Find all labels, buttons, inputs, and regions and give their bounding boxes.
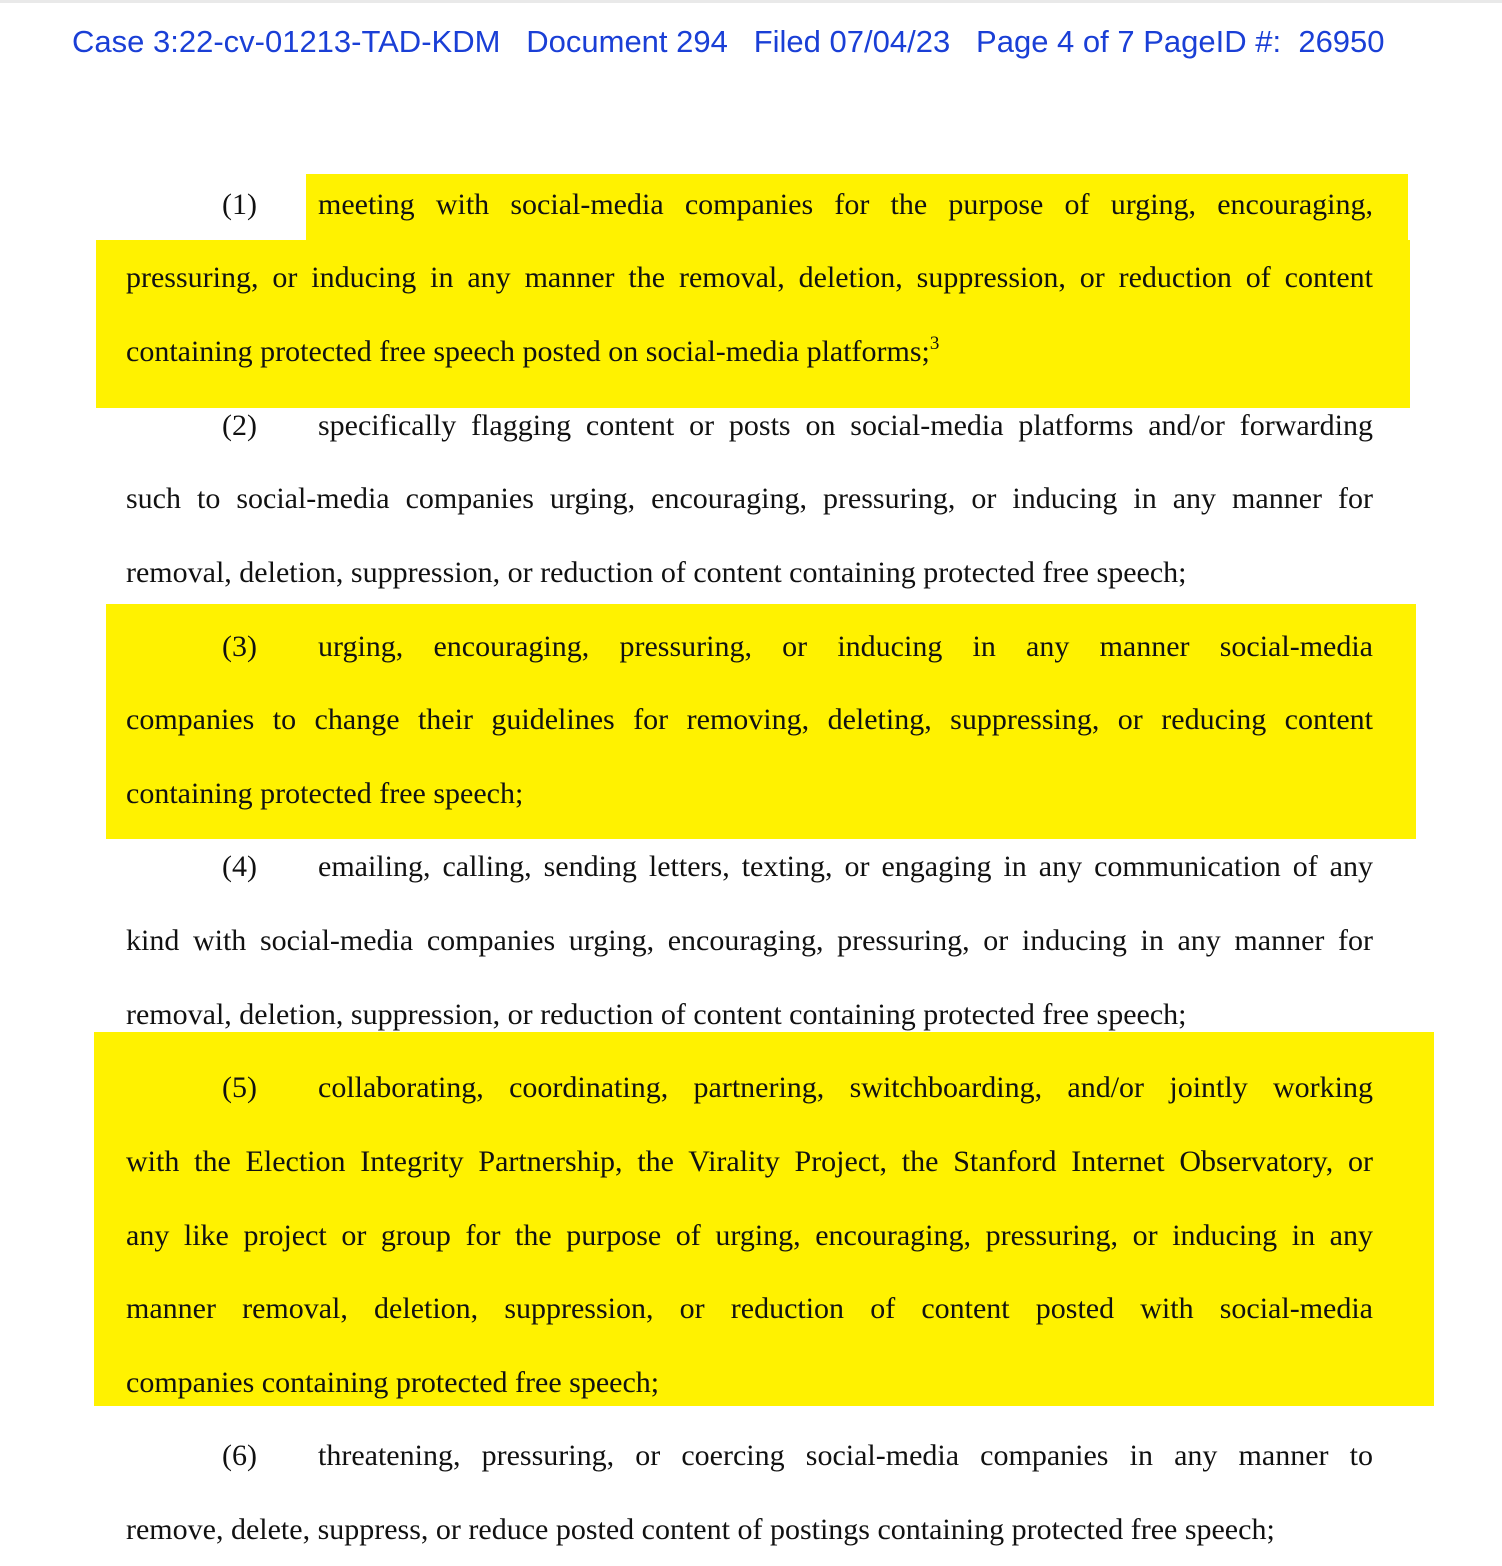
item-5-line-2: with the Election Integrity Partnership, the Virality Project, the Stanford Internet Observatory, or	[126, 1145, 1373, 1178]
page-top-border	[0, 0, 1502, 3]
case-number: Case 3:22-cv-01213-TAD-KDM	[72, 24, 501, 59]
item-5-line-3: any like project or group for the purpose of urging, encouraging, pressuring, or inducing in any	[126, 1219, 1373, 1252]
item-number: (4)	[222, 850, 257, 883]
item-number: (1)	[222, 188, 257, 221]
item-number: (2)	[222, 409, 257, 442]
filed-date: Filed 07/04/23	[753, 24, 951, 59]
item-3-line-2: companies to change their guidelines for removing, deleting, suppressing, or reducing content	[126, 703, 1373, 736]
item-1-line-3-text: containing protected free speech posted on social-media platforms;	[126, 335, 930, 368]
item-3-line-1: urging, encouraging, pressuring, or inducing in any manner social-media	[318, 630, 1373, 663]
item-6-line-2: remove, delete, suppress, or reduce posted content of postings containing protected free speech;	[126, 1513, 1275, 1546]
item-2-line-3: removal, deletion, suppression, or reduction of content containing protected free speech;	[126, 556, 1187, 589]
page-id: Page 4 of 7 PageID #: 26950	[976, 24, 1385, 59]
item-1-line-3	[126, 332, 1373, 372]
document-number: Document 294	[526, 24, 728, 59]
case-header	[72, 22, 1472, 62]
item-number: (3)	[222, 630, 257, 663]
item-4-line-3: removal, deletion, suppression, or reduction of content containing protected free speech;	[126, 998, 1187, 1031]
item-2-line-2: such to social-media companies urging, encouraging, pressuring, or inducing in any manner for	[126, 482, 1373, 515]
item-3-line-3: containing protected free speech;	[126, 777, 524, 810]
item-1-line-1: meeting with social-media companies for the purpose of urging, encouraging,	[318, 188, 1373, 221]
item-5-line-1: collaborating, coordinating, partnering, switchboarding, and/or jointly working	[318, 1071, 1373, 1104]
footnote-reference: 3	[929, 333, 940, 354]
item-5-line-5: companies containing protected free speech;	[126, 1366, 660, 1399]
item-5-line-4: manner removal, deletion, suppression, or reduction of content posted with social-media	[126, 1292, 1373, 1325]
item-1-line-2: pressuring, or inducing in any manner the removal, deletion, suppression, or reduction of content	[126, 261, 1373, 294]
item-number: (6)	[222, 1439, 257, 1472]
item-6-line-1: threatening, pressuring, or coercing social-media companies in any manner to	[318, 1439, 1373, 1472]
item-4-line-1: emailing, calling, sending letters, texting, or engaging in any communication of any	[318, 850, 1373, 883]
item-4-line-2: kind with social-media companies urging, encouraging, pressuring, or inducing in any manner for	[126, 924, 1373, 957]
item-2-line-1: specifically flagging content or posts on social-media platforms and/or forwarding	[318, 409, 1373, 442]
item-number: (5)	[222, 1071, 257, 1104]
